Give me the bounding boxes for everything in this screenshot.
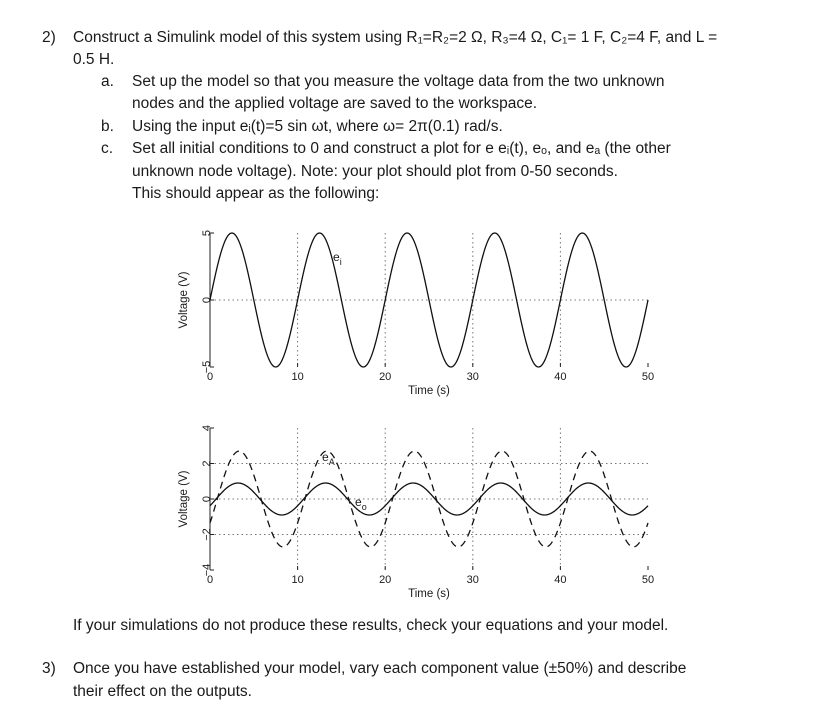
series-annotation: $e_i$ [333, 250, 342, 267]
part-b-line: Using the input eᵢ(t)=5 sin ωt, where ω= 2π(0.1) rad/s. [132, 118, 503, 135]
part-a-line-2: nodes and the applied voltage are saved to the workspace. [132, 95, 537, 112]
y-tick-label: 0 [201, 296, 213, 304]
x-tick-label: 0 [206, 574, 214, 586]
problem-2-line-1: Construct a Simulink model of this system using R₁=R₂=2 Ω, R₃=4 Ω, C₁= 1 F, C₂=4 F, and L = [73, 29, 718, 46]
x-tick-label: 50 [641, 371, 655, 383]
part-c-label: c. [101, 140, 114, 157]
problem-3-line-2: their effect on the outputs. [73, 683, 252, 700]
series-line-1 [210, 233, 648, 367]
y-axis-label: Voltage (V) [178, 470, 190, 528]
y-tick-label: 5 [201, 229, 213, 237]
y-tick-label: 4 [201, 424, 213, 432]
problem-2-line-2: 0.5 H. [73, 51, 115, 68]
x-axis-label: Time (s) [408, 385, 450, 397]
x-tick-label: 10 [291, 574, 304, 586]
y-axis-label: Voltage (V) [178, 271, 190, 329]
part-a-label: a. [101, 73, 114, 90]
x-tick-label: 50 [641, 574, 655, 586]
problem-2-number: 2) [42, 29, 56, 46]
y-tick-label: −4 [201, 563, 213, 577]
x-tick-label: 20 [379, 371, 392, 383]
y-tick-label: −2 [201, 528, 213, 541]
x-axis-label: Time (s) [408, 588, 450, 600]
series-annotation: $e_A$ [322, 450, 335, 467]
simulation-check-note: If your simulations do not produce these results, check your equations and your model. [73, 617, 669, 634]
y-tick-label: 2 [201, 460, 213, 467]
y-tick-label: −5 [201, 360, 213, 374]
y-tick-label: 0 [201, 495, 213, 503]
series-line-1 [210, 483, 648, 515]
series-line-2 [210, 451, 648, 547]
part-a-line-1: Set up the model so that you measure the voltage data from the two unknown [132, 73, 665, 90]
x-tick-label: 30 [466, 371, 479, 383]
voltage-plot-eo-ea [0, 410, 818, 610]
problem-3-line-1: Once you have established your model, vary each component value (±50%) and describe [73, 660, 687, 677]
x-tick-label: 40 [554, 574, 567, 586]
part-c-line-2: unknown node voltage). Note: your plot should plot from 0-50 seconds. [132, 163, 618, 180]
x-tick-label: 0 [206, 371, 214, 383]
x-tick-label: 40 [554, 371, 567, 383]
x-tick-label: 20 [379, 574, 392, 586]
x-tick-label: 30 [466, 574, 479, 586]
part-c-line-1: Set all initial conditions to 0 and construct a plot for e eᵢ(t), eₒ, and eₐ (the other [132, 140, 671, 157]
x-tick-label: 10 [291, 371, 304, 383]
voltage-plot-ei [0, 215, 818, 410]
part-b-label: b. [101, 118, 114, 135]
series-annotation: $e_o$ [355, 495, 367, 512]
part-c-line-3: This should appear as the following: [132, 185, 380, 202]
problem-3-number: 3) [42, 660, 56, 677]
